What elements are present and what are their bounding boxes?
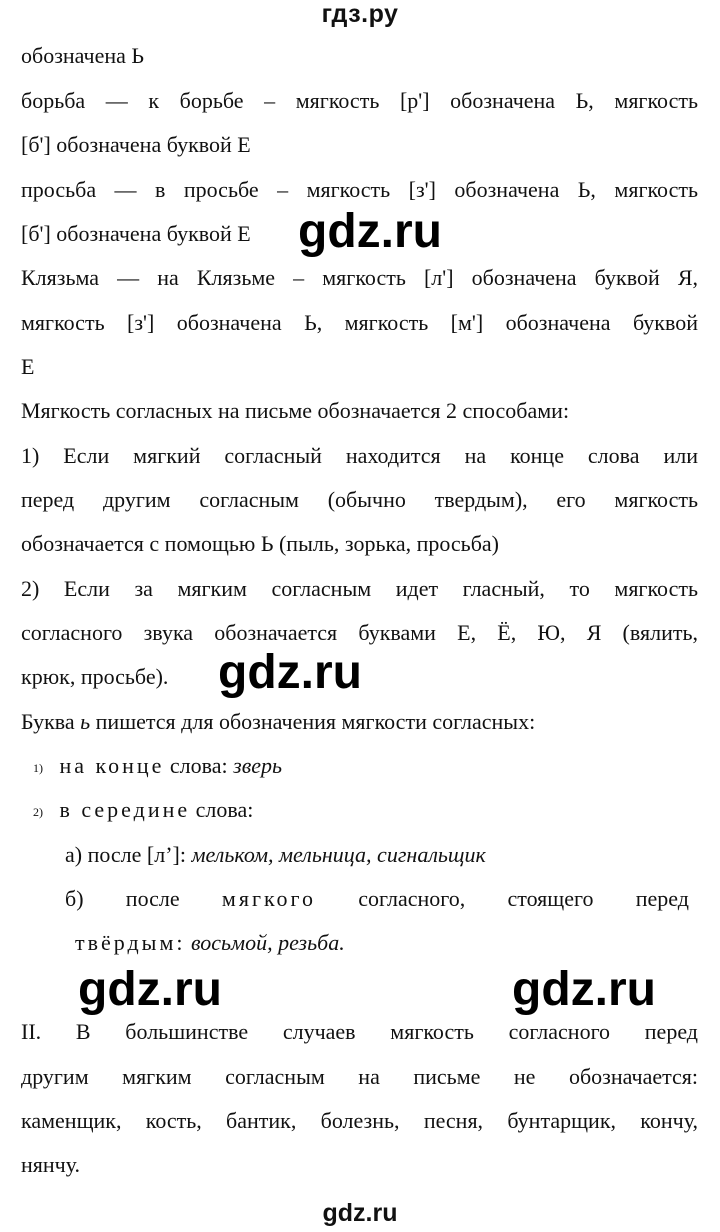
text-line: 1) Если мягкий согласный находится на конце слова или — [21, 443, 698, 468]
text-line — [21, 708, 698, 736]
text-line: [б'] обозначена буквой Е — [21, 221, 251, 246]
list-item — [33, 796, 710, 827]
text-span: Буква — [21, 709, 81, 734]
text-line: каменщик, кость, бантик, болезнь, песня, бунтарщик, кончу, — [21, 1108, 698, 1133]
text-span: согласного, — [358, 886, 466, 911]
text-line: перед другим согласным (обычно твердым), его мягкость — [21, 487, 698, 512]
watermark-logo: gdz.ru — [78, 963, 222, 1016]
sub-item-continuation — [75, 929, 675, 957]
text-line: обозначена Ь — [21, 43, 145, 68]
watermark-logo: gdz.ru — [298, 205, 442, 258]
watermark-logo: gdz.ru — [512, 963, 656, 1016]
text-line: нянчу. — [21, 1152, 81, 1177]
text-line: борьба — к борьбе – мягкость [р'] обозначена Ь, мягкость — [21, 88, 698, 113]
list-number: 2) — [33, 805, 43, 819]
text-line: согласного звука обозначается буквами Е, Ё, Ю, Я (вялить, — [21, 620, 698, 645]
text-line: II. В большинстве случаев мягкость согласного перед — [21, 1019, 698, 1044]
text-line: Е — [21, 354, 35, 379]
text-span: пишется для обозначения мягкости согласных: — [90, 709, 536, 734]
text-line: просьба — в просьбе – мягкость [з'] обозначена Ь, мягкость — [21, 177, 698, 202]
example-word: зверь — [233, 753, 283, 778]
text-line: Мягкость согласных на письме обозначается 2 способами: — [21, 398, 570, 423]
text-span: б) — [65, 886, 84, 911]
header-site-title: гдз.ру — [321, 0, 399, 28]
footer-site-title: gdz.ru — [322, 1199, 398, 1227]
text-span: стоящего — [507, 886, 594, 911]
text-line: Клязьма — на Клязьме – мягкость [л'] обозначена буквой Я, — [21, 265, 698, 290]
soft-sign-italic: ь — [80, 709, 91, 734]
example-words: восьмой, резьба. — [191, 930, 345, 955]
text-span: после — [125, 886, 180, 911]
sub-item — [65, 841, 685, 869]
text-span: слова: — [190, 797, 254, 822]
spaced-text: на конце — [59, 753, 165, 778]
text-line: крюк, просьбе). — [21, 664, 169, 689]
example-words: мельком, мельница, сигнальщик — [191, 842, 486, 867]
text-span: слова: — [164, 753, 234, 778]
sub-item — [65, 885, 689, 913]
list-number: 1) — [33, 761, 43, 775]
text-span: а) после [л’]: — [65, 842, 192, 867]
text-line: мягкость [з'] обозначена Ь, мягкость [м'] обозначена буквой — [21, 310, 698, 335]
spaced-text: твёрдым: — [75, 930, 186, 955]
text-line: 2) Если за мягким согласным идет гласный, то мягкость — [21, 576, 698, 601]
watermark-logo: gdz.ru — [218, 646, 362, 699]
list-item — [33, 752, 710, 783]
text-line: другим мягким согласным на письме не обозначается: — [21, 1064, 698, 1089]
text-line: обозначается с помощью Ь (пыль, зорька, просьба) — [21, 531, 499, 556]
text-line: [б'] обозначена буквой Е — [21, 132, 251, 157]
spaced-text: в середине — [59, 797, 191, 822]
text-span: перед — [635, 886, 689, 911]
spaced-text: мягкого — [221, 886, 317, 911]
